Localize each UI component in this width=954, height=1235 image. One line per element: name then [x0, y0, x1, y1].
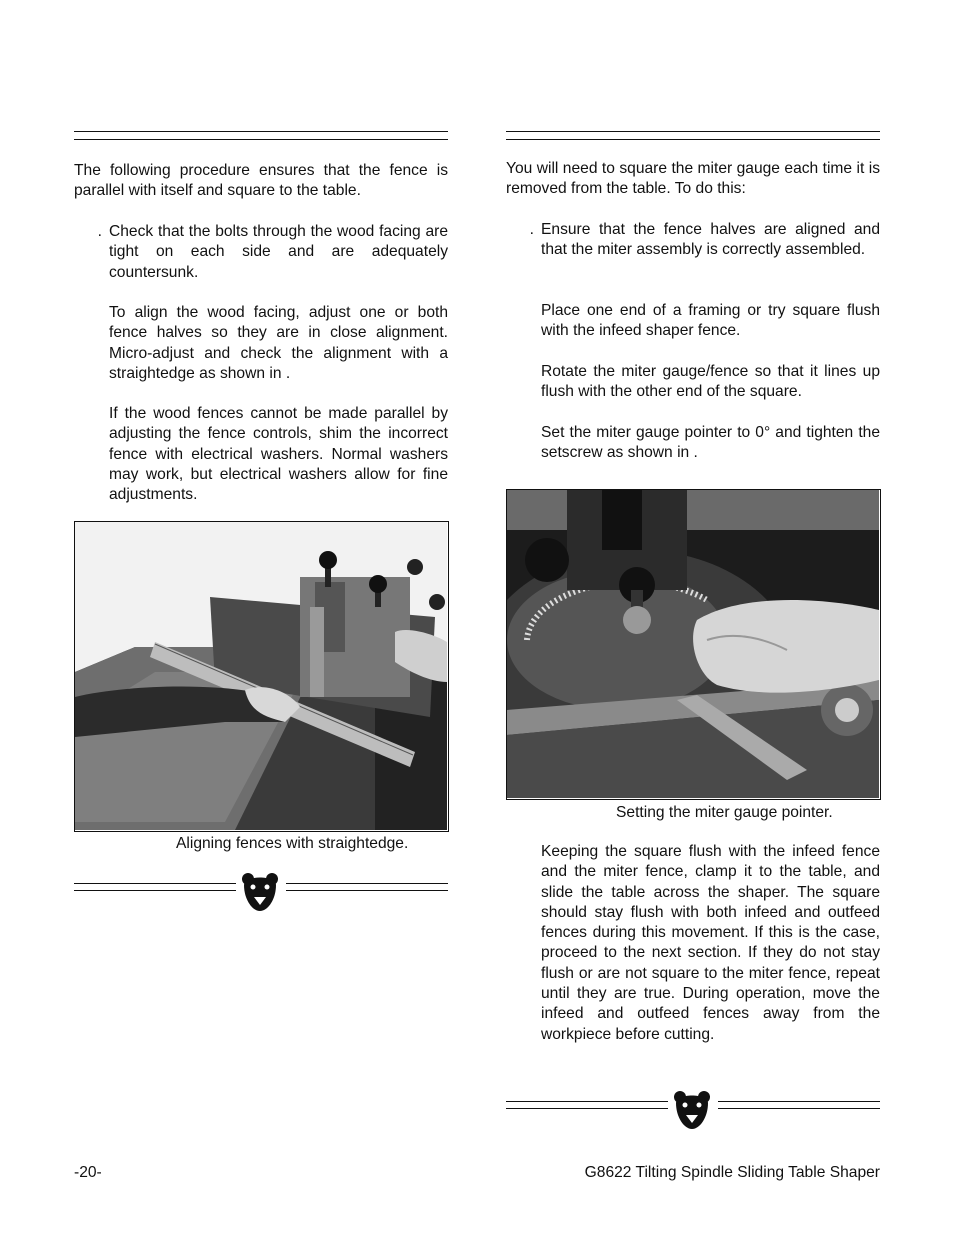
right-step [506, 301, 880, 342]
step-text: Place one end of a framing or try square flush with the infeed shaper fence. [541, 302, 880, 340]
right-step [506, 423, 880, 464]
step-text: Rotate the miter gauge/fence so that it lines up flush with the other end of the square. [541, 363, 880, 401]
fence-alignment-photo [74, 521, 449, 832]
right-step [506, 220, 880, 261]
section-rule [506, 131, 880, 141]
step-text: If the wood fences cannot be made parallel by adjusting the fence controls, shim the incorrect fence with electrical washers. Normal washers may work, but electrical washers allow for fine adjustments. [109, 405, 448, 504]
left-intro: The following procedure ensures that the fence is parallel with itself and square to the table. [74, 162, 448, 200]
right-figure-caption: Setting the miter gauge pointer. [616, 804, 833, 821]
step-number: . [529, 221, 534, 238]
bear-divider [74, 869, 448, 909]
right-step [506, 362, 880, 403]
step-text: Ensure that the fence halves are aligned and that the miter assembly is correctly assembled. [541, 221, 880, 259]
section-rule [74, 131, 448, 141]
page-number: -20- [74, 1164, 102, 1181]
left-step [74, 404, 448, 505]
right-step [506, 842, 880, 1045]
step-number: . [97, 223, 102, 240]
left-step [74, 222, 448, 283]
footer-product-name: G8622 Tilting Spindle Sliding Table Shaper [584, 1164, 880, 1181]
miter-gauge-photo [506, 489, 881, 800]
left-step [74, 303, 448, 384]
step-text: Keeping the square flush with the infeed fence and the miter fence, clamp it to the table, and slide the table across the shaper. The square should stay flush with both infeed and outfeed fences during this movement. If this is the case, proceed to the next section. If they do not stay flush or are not square to the miter fence, repeat until they are true. During operation, move the infeed and outfeed fences away from the workpiece before cutting. [541, 843, 880, 1043]
step-text: Check that the bolts through the wood facing are tight on each side and are adequately countersunk. [109, 223, 448, 281]
right-intro: You will need to square the miter gauge each time it is removed from the table. To do this: [506, 160, 880, 198]
step-text: To align the wood facing, adjust one or both fence halves so they are in close alignment. Micro-adjust and check the alignment with a straightedge as shown in . [109, 304, 448, 382]
step-text: Set the miter gauge pointer to 0° and tighten the setscrew as shown in . [541, 424, 880, 462]
bear-logo-icon [240, 871, 280, 913]
bear-divider [506, 1087, 880, 1127]
left-figure-caption: Aligning fences with straightedge. [176, 835, 409, 852]
bear-logo-icon [672, 1089, 712, 1131]
